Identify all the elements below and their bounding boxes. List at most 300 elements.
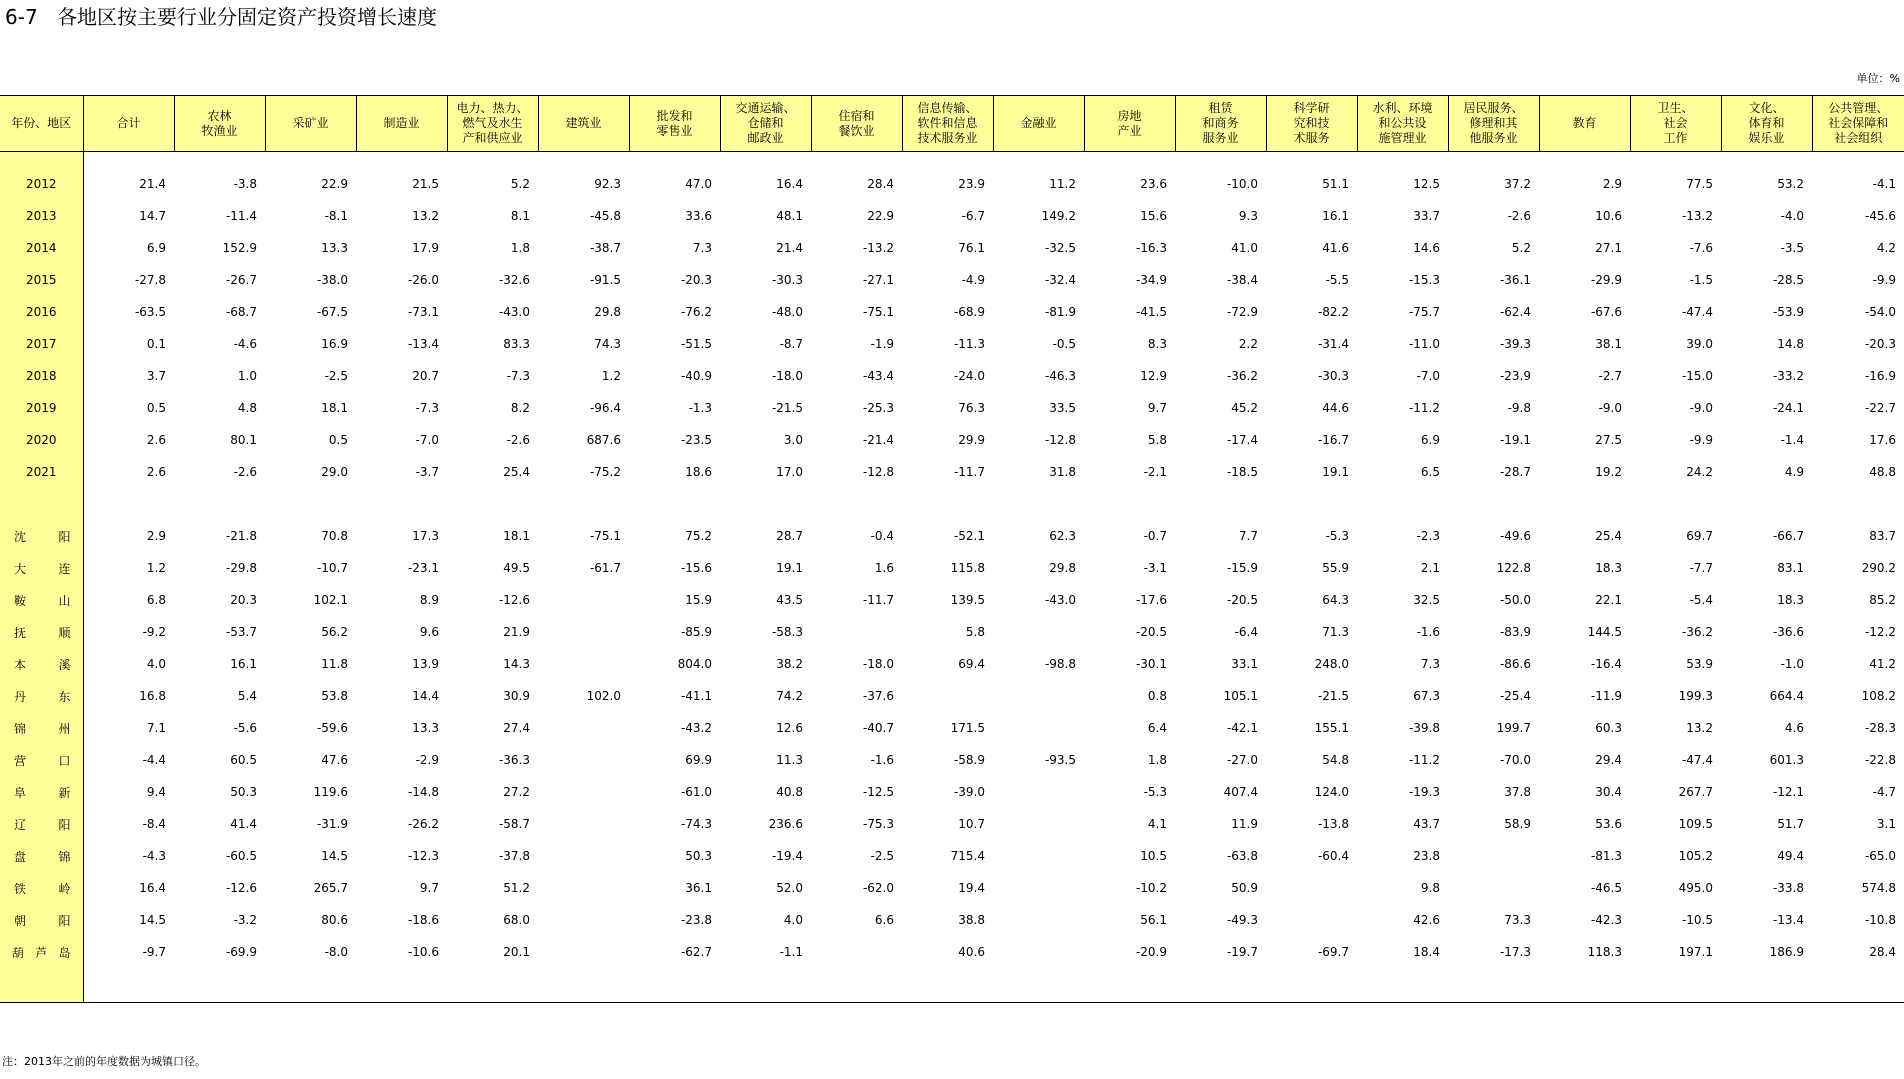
value-cell: [993, 776, 1084, 808]
row-label-cell: [0, 152, 83, 169]
value-cell: -12.6: [225, 881, 257, 895]
value-cell: 2.9: [146, 529, 166, 543]
table-row: [0, 584, 1904, 616]
value-cell: [993, 808, 1084, 840]
empty-cell: [1084, 152, 1175, 169]
value-cell: -75.7: [1408, 305, 1440, 319]
value-cell: -49.6: [1499, 529, 1531, 543]
value-cell: -42.1: [1226, 721, 1258, 735]
table-row: [0, 520, 1904, 552]
value-cell: -18.0: [771, 369, 803, 383]
value-cell: -8.4: [142, 817, 166, 831]
value-cell: [538, 744, 629, 776]
value-cell: 6.8: [146, 593, 166, 607]
value-cell: 10.5: [1140, 849, 1167, 863]
table-row: [0, 296, 1904, 328]
empty-cell: [1721, 488, 1812, 520]
value-cell: 13.3: [412, 721, 439, 735]
column-header: 交通运输、 仓储和 邮政业: [720, 96, 811, 152]
value-cell: -1.6: [1416, 625, 1440, 639]
value-cell: [993, 616, 1084, 648]
value-cell: -60.5: [225, 849, 257, 863]
value-cell: 17.6: [1869, 433, 1896, 447]
value-cell: -72.9: [1226, 305, 1258, 319]
value-cell: 105.1: [1223, 689, 1258, 703]
value-cell: -26.2: [407, 817, 439, 831]
value-cell: -38.7: [589, 241, 621, 255]
empty-cell: [83, 968, 174, 1003]
column-header-region: 年份、地区: [0, 96, 83, 152]
region-name: [0, 560, 83, 577]
value-cell: -19.1: [1499, 433, 1531, 447]
value-cell: 30.4: [1595, 785, 1622, 799]
region-name: [0, 752, 83, 769]
value-cell: 407.4: [1223, 785, 1258, 799]
value-cell: -12.1: [1772, 785, 1804, 799]
value-cell: -81.3: [1590, 849, 1622, 863]
value-cell: 76.1: [958, 241, 985, 255]
table-row: [0, 456, 1904, 488]
value-cell: -46.3: [1044, 369, 1076, 383]
value-cell: -19.4: [771, 849, 803, 863]
value-cell: 14.6: [1413, 241, 1440, 255]
value-cell: -93.5: [1044, 753, 1076, 767]
value-cell: 5.2: [510, 177, 530, 191]
empty-cell: [1721, 152, 1812, 169]
value-cell: 25.4: [1595, 529, 1622, 543]
region-name: [0, 880, 83, 897]
value-cell: -15.9: [1226, 561, 1258, 575]
value-cell: 68.0: [503, 913, 530, 927]
empty-cell: [265, 968, 356, 1003]
region-label: [0, 936, 83, 968]
value-cell: -34.9: [1135, 273, 1167, 287]
value-cell: 40.8: [776, 785, 803, 799]
value-cell: [1266, 904, 1357, 936]
region-name-char: 溪: [58, 657, 71, 672]
table-row: [0, 392, 1904, 424]
value-cell: 171.5: [950, 721, 985, 735]
value-cell: 109.5: [1678, 817, 1713, 831]
value-cell: 118.3: [1587, 945, 1622, 959]
value-cell: -8.7: [779, 337, 803, 351]
value-cell: 29.9: [958, 433, 985, 447]
column-header: 住宿和 餐饮业: [811, 96, 902, 152]
value-cell: -13.8: [1317, 817, 1349, 831]
empty-cell: [811, 968, 902, 1003]
value-cell: 19.1: [776, 561, 803, 575]
region-name-char: 抚: [14, 625, 27, 640]
empty-cell: [1084, 968, 1175, 1003]
value-cell: 21.5: [412, 177, 439, 191]
value-cell: [993, 712, 1084, 744]
value-cell: -2.3: [1416, 529, 1440, 543]
value-cell: -13.2: [1681, 209, 1713, 223]
value-cell: -69.7: [1317, 945, 1349, 959]
value-cell: -22.7: [1864, 401, 1896, 415]
value-cell: -20.3: [680, 273, 712, 287]
value-cell: 13.2: [1686, 721, 1713, 735]
empty-cell: [1175, 968, 1266, 1003]
value-cell: -43.2: [680, 721, 712, 735]
value-cell: -9.7: [142, 945, 166, 959]
value-cell: -75.1: [589, 529, 621, 543]
value-cell: 0.5: [146, 401, 166, 415]
value-cell: [538, 808, 629, 840]
value-cell: -13.2: [862, 241, 894, 255]
value-cell: -4.0: [1780, 209, 1804, 223]
value-cell: -9.0: [1689, 401, 1713, 415]
column-header: 房地 产业: [1084, 96, 1175, 152]
value-cell: -28.5: [1772, 273, 1804, 287]
value-cell: -11.7: [862, 593, 894, 607]
empty-cell: [720, 488, 811, 520]
empty-cell: [811, 488, 902, 520]
value-cell: 14.8: [1777, 337, 1804, 351]
value-cell: 33.5: [1049, 401, 1076, 415]
value-cell: -43.4: [862, 369, 894, 383]
value-cell: 18.6: [685, 465, 712, 479]
year-label: 2020: [0, 424, 83, 456]
region-name: [0, 624, 83, 641]
empty-cell: [720, 968, 811, 1003]
region-label: [0, 872, 83, 904]
column-header: 建筑业: [538, 96, 629, 152]
value-cell: 267.7: [1678, 785, 1713, 799]
empty-cell: [993, 488, 1084, 520]
value-cell: 8.1: [510, 209, 530, 223]
value-cell: [993, 936, 1084, 968]
value-cell: -63.5: [134, 305, 166, 319]
table-row: [0, 808, 1904, 840]
value-cell: 37.2: [1504, 177, 1531, 191]
value-cell: -25.4: [1499, 689, 1531, 703]
column-header: 卫生、 社会 工作: [1630, 96, 1721, 152]
value-cell: -10.6: [407, 945, 439, 959]
value-cell: 16.4: [139, 881, 166, 895]
value-cell: -37.6: [862, 689, 894, 703]
value-cell: -12.3: [407, 849, 439, 863]
value-cell: 36.1: [685, 881, 712, 895]
value-cell: 77.5: [1686, 177, 1713, 191]
value-cell: -66.7: [1772, 529, 1804, 543]
value-cell: -2.9: [415, 753, 439, 767]
region-name-char: 鞍: [14, 593, 27, 608]
value-cell: 2.6: [146, 433, 166, 447]
value-cell: -19.7: [1226, 945, 1258, 959]
value-cell: 7.7: [1238, 529, 1258, 543]
value-cell: -31.9: [316, 817, 348, 831]
value-cell: [993, 680, 1084, 712]
value-cell: -16.9: [1864, 369, 1896, 383]
value-cell: 20.3: [230, 593, 257, 607]
value-cell: 21.4: [776, 241, 803, 255]
value-cell: 0.8: [1147, 689, 1167, 703]
region-name-char: 岭: [58, 881, 71, 896]
region-name-char: 口: [58, 753, 71, 768]
region-name: [0, 784, 83, 801]
value-cell: -61.0: [680, 785, 712, 799]
value-cell: 43.5: [776, 593, 803, 607]
empty-cell: [356, 488, 447, 520]
region-name-char: 葫: [12, 945, 25, 960]
column-header: 农林 牧渔业: [174, 96, 265, 152]
value-cell: 139.5: [950, 593, 985, 607]
empty-cell: [1175, 488, 1266, 520]
value-cell: -18.5: [1226, 465, 1258, 479]
value-cell: -9.2: [142, 625, 166, 639]
value-cell: 9.3: [1238, 209, 1258, 223]
value-cell: -3.2: [233, 913, 257, 927]
value-cell: 47.6: [321, 753, 348, 767]
region-name-char: 阳: [58, 913, 71, 928]
value-cell: -20.5: [1135, 625, 1167, 639]
year-label: 2016: [0, 296, 83, 328]
value-cell: -4.9: [961, 273, 985, 287]
value-cell: -11.2: [1408, 401, 1440, 415]
value-cell: -36.6: [1772, 625, 1804, 639]
value-cell: -11.9: [1590, 689, 1622, 703]
value-cell: -4.1: [1872, 177, 1896, 191]
value-cell: 92.3: [594, 177, 621, 191]
region-name-char: 锦: [14, 721, 27, 736]
year-label: 2019: [0, 392, 83, 424]
value-cell: 16.1: [1322, 209, 1349, 223]
value-cell: -6.7: [961, 209, 985, 223]
value-cell: 40.6: [958, 945, 985, 959]
table-row: [0, 552, 1904, 584]
value-cell: 43.7: [1413, 817, 1440, 831]
value-cell: -58.7: [498, 817, 530, 831]
empty-cell: [1266, 488, 1357, 520]
value-cell: -14.8: [407, 785, 439, 799]
value-cell: 9.8: [1420, 881, 1440, 895]
value-cell: 41.4: [230, 817, 257, 831]
spacer-row: [0, 968, 1904, 1003]
value-cell: -26.0: [407, 273, 439, 287]
region-name-char: 连: [58, 561, 71, 576]
region-name: [0, 720, 83, 737]
value-cell: -96.4: [589, 401, 621, 415]
value-cell: 1.8: [510, 241, 530, 255]
value-cell: [538, 840, 629, 872]
value-cell: -21.8: [225, 529, 257, 543]
region-name: [0, 944, 83, 961]
value-cell: -17.4: [1226, 433, 1258, 447]
value-cell: -65.0: [1864, 849, 1896, 863]
region-label: [0, 552, 83, 584]
value-cell: 49.4: [1777, 849, 1804, 863]
value-cell: -38.0: [316, 273, 348, 287]
empty-cell: [629, 152, 720, 169]
value-cell: 4.0: [146, 657, 166, 671]
value-cell: -21.4: [862, 433, 894, 447]
value-cell: -27.1: [862, 273, 894, 287]
value-cell: [993, 904, 1084, 936]
value-cell: -52.1: [953, 529, 985, 543]
value-cell: 28.7: [776, 529, 803, 543]
value-cell: -12.8: [1044, 433, 1076, 447]
value-cell: 1.6: [874, 561, 894, 575]
empty-cell: [1630, 488, 1721, 520]
value-cell: 102.1: [313, 593, 348, 607]
value-cell: -2.6: [506, 433, 530, 447]
empty-cell: [720, 152, 811, 169]
value-cell: 9.7: [419, 881, 439, 895]
value-cell: 38.2: [776, 657, 803, 671]
empty-cell: [1539, 968, 1630, 1003]
value-cell: -17.3: [1499, 945, 1531, 959]
table-row: [0, 360, 1904, 392]
value-cell: [902, 680, 993, 712]
region-name-char: 阜: [14, 785, 27, 800]
value-cell: -37.8: [498, 849, 530, 863]
value-cell: -36.2: [1226, 369, 1258, 383]
value-cell: 13.2: [412, 209, 439, 223]
value-cell: 122.8: [1496, 561, 1531, 575]
value-cell: -36.1: [1499, 273, 1531, 287]
value-cell: 5.4: [237, 689, 257, 703]
value-cell: -74.3: [680, 817, 712, 831]
page-title: [5, 2, 437, 32]
value-cell: -43.0: [498, 305, 530, 319]
value-cell: 53.2: [1777, 177, 1804, 191]
value-cell: -24.0: [953, 369, 985, 383]
value-cell: -33.2: [1772, 369, 1804, 383]
value-cell: 3.1: [1876, 817, 1896, 831]
value-cell: [538, 936, 629, 968]
value-cell: -62.7: [680, 945, 712, 959]
region-name-char: 铁: [14, 881, 27, 896]
region-name-char: 阳: [58, 529, 71, 544]
value-cell: 495.0: [1678, 881, 1713, 895]
value-cell: 3.0: [783, 433, 803, 447]
value-cell: 67.3: [1413, 689, 1440, 703]
value-cell: -10.5: [1681, 913, 1713, 927]
value-cell: 23.8: [1413, 849, 1440, 863]
value-cell: -25.3: [862, 401, 894, 415]
value-cell: 152.9: [222, 241, 257, 255]
empty-cell: [811, 152, 902, 169]
value-cell: -19.3: [1408, 785, 1440, 799]
value-cell: 149.2: [1041, 209, 1076, 223]
region-label: [0, 616, 83, 648]
empty-cell: [538, 968, 629, 1003]
value-cell: -5.3: [1325, 529, 1349, 543]
value-cell: 25.4: [503, 465, 530, 479]
value-cell: -7.0: [415, 433, 439, 447]
value-cell: -58.9: [953, 753, 985, 767]
empty-cell: [538, 488, 629, 520]
value-cell: -12.8: [862, 465, 894, 479]
table-row: [0, 232, 1904, 264]
region-name-char: 营: [14, 753, 27, 768]
value-cell: -67.6: [1590, 305, 1622, 319]
value-cell: 2.2: [1238, 337, 1258, 351]
value-cell: -31.4: [1317, 337, 1349, 351]
column-header: 制造业: [356, 96, 447, 152]
value-cell: -29.9: [1590, 273, 1622, 287]
value-cell: -39.8: [1408, 721, 1440, 735]
empty-cell: [1630, 152, 1721, 169]
value-cell: 20.7: [412, 369, 439, 383]
value-cell: 50.3: [230, 785, 257, 799]
value-cell: 39.0: [1686, 337, 1713, 351]
value-cell: [538, 904, 629, 936]
region-name-char: 辽: [14, 817, 27, 832]
value-cell: [1266, 872, 1357, 904]
column-header: 水利、环境 和公共设 施管理业: [1357, 96, 1448, 152]
value-cell: -41.1: [680, 689, 712, 703]
table-row: [0, 648, 1904, 680]
value-cell: 80.1: [230, 433, 257, 447]
value-cell: 70.8: [321, 529, 348, 543]
value-cell: 15.6: [1140, 209, 1167, 223]
value-cell: -8.1: [324, 209, 348, 223]
value-cell: -11.4: [225, 209, 257, 223]
empty-cell: [993, 152, 1084, 169]
value-cell: 124.0: [1314, 785, 1349, 799]
value-cell: -27.0: [1226, 753, 1258, 767]
value-cell: 85.2: [1869, 593, 1896, 607]
header-row: [0, 96, 1904, 152]
value-cell: 16.9: [321, 337, 348, 351]
region-name-char: 东: [58, 689, 71, 704]
value-cell: -1.6: [870, 753, 894, 767]
value-cell: -46.5: [1590, 881, 1622, 895]
value-cell: 27.2: [503, 785, 530, 799]
value-cell: -10.2: [1135, 881, 1167, 895]
value-cell: -26.7: [225, 273, 257, 287]
value-cell: 47.0: [685, 177, 712, 191]
value-cell: -3.8: [233, 177, 257, 191]
value-cell: -54.0: [1864, 305, 1896, 319]
empty-cell: [1266, 968, 1357, 1003]
region-label: [0, 712, 83, 744]
value-cell: 11.2: [1049, 177, 1076, 191]
value-cell: -42.3: [1590, 913, 1622, 927]
value-cell: -1.4: [1780, 433, 1804, 447]
table-title: 各地区按主要行业分固定资产投资增长速度: [57, 5, 437, 29]
value-cell: -61.7: [589, 561, 621, 575]
table-body: [0, 152, 1904, 1003]
value-cell: -23.9: [1499, 369, 1531, 383]
value-cell: 3.7: [146, 369, 166, 383]
value-cell: -75.1: [862, 305, 894, 319]
value-cell: 186.9: [1769, 945, 1804, 959]
value-cell: 27.5: [1595, 433, 1622, 447]
region-label: [0, 680, 83, 712]
value-cell: -15.6: [680, 561, 712, 575]
value-cell: 28.4: [867, 177, 894, 191]
value-cell: 13.3: [321, 241, 348, 255]
value-cell: 0.1: [146, 337, 166, 351]
value-cell: 14.7: [139, 209, 166, 223]
value-cell: 11.9: [1231, 817, 1258, 831]
value-cell: -16.3: [1135, 241, 1167, 255]
value-cell: -3.7: [415, 465, 439, 479]
value-cell: 2.9: [1602, 177, 1622, 191]
value-cell: [1448, 840, 1539, 872]
value-cell: -51.5: [680, 337, 712, 351]
column-header: 信息传输、 软件和信息 技术服务业: [902, 96, 993, 152]
value-cell: -2.6: [233, 465, 257, 479]
value-cell: -24.1: [1772, 401, 1804, 415]
column-header: 电力、热力、 燃气及水生 产和供应业: [447, 96, 538, 152]
empty-cell: [1630, 968, 1721, 1003]
value-cell: -48.0: [771, 305, 803, 319]
value-cell: 75.2: [685, 529, 712, 543]
